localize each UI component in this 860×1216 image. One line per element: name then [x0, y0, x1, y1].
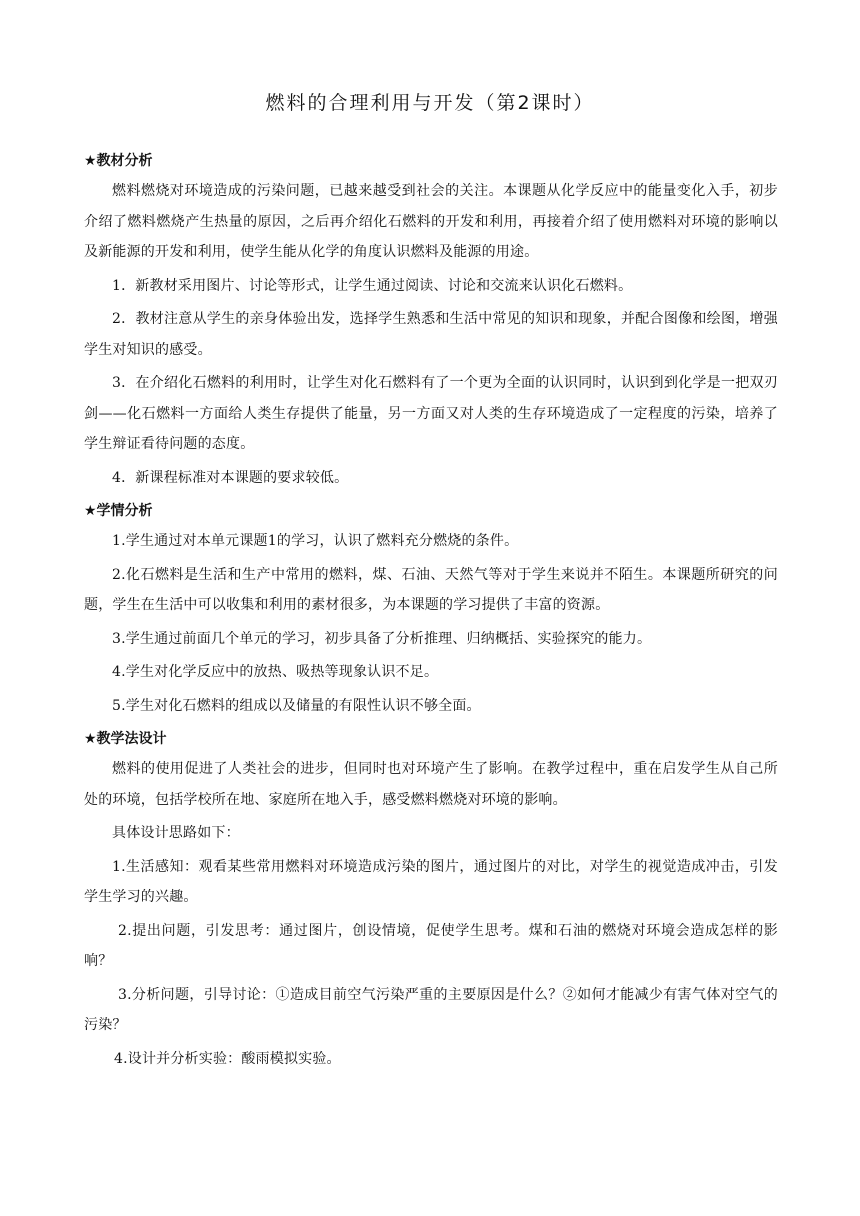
list-item: 1.生活感知：观看某些常用燃料对环境造成污染的图片，通过图片的对比，对学生的视觉造成冲击，引发学生学习的兴趣。 — [84, 858, 778, 905]
section-student-analysis — [84, 496, 778, 721]
list-item: 4．新课程标准对本课题的要求较低。 — [112, 469, 349, 486]
list-item: 4.学生对化学反应中的放热、吸热等现象认识不足。 — [112, 664, 439, 680]
document-body — [84, 146, 778, 1077]
list-item: 3.学生通过前面几个单元的学习，初步具备了分析推理、归纳概括、实验探究的能力。 — [112, 630, 652, 647]
list-item: 5.学生对化石燃料的组成以及储量的有限性认识不够全面。 — [112, 697, 481, 714]
list-item: 3．在介绍化石燃料的利用时，让学生对化石燃料有了一个更为全面的认识同时，认识到到化学是一把双刃剑——化石燃料一方面给人类生存提供了能量，另一方面又对人类的生存环境造成了一定程度的污染，培养了学生辩证看待问题的态度。 — [84, 375, 778, 452]
paragraph: 燃料的使用促进了人类社会的进步，但同时也对环境产生了影响。在教学过程中，重在启发学生从自己所处的环境，包括学校所在地、家庭所在地入手，感受燃料燃烧对环境的影响。 — [84, 761, 778, 808]
list-item: 2.化石燃料是生活和生产中常用的燃料，煤、石油、天然气等对于学生来说并不陌生。本课题所研究的问题，学生在生活中可以收集和利用的素材很多，为本课题的学习提供了丰富的资源。 — [84, 566, 778, 613]
page-title: 燃料的合理利用与开发（第2课时） — [265, 92, 595, 114]
paragraph: 具体设计思路如下： — [112, 825, 240, 841]
list-item: 2.提出问题，引发思考：通过图片，创设情境，促使学生思考。煤和石油的燃烧对环境会造成怎样的影响？ — [84, 922, 778, 969]
list-item: 3.分析问题，引导讨论：①造成目前空气污染严重的主要原因是什么？②如何才能减少有害气体对空气的污染？ — [84, 986, 778, 1033]
section-teaching-design — [84, 724, 778, 1074]
section-heading: ★教学法设计 — [84, 731, 167, 747]
list-item: 1．新教材采用图片、讨论等形式，让学生通过阅读、讨论和交流来认识化石燃料。 — [112, 277, 633, 294]
paragraph: 燃料燃烧对环境造成的污染问题，已越来越受到社会的关注。本课题从化学反应中的能量变化入手，初步介绍了燃料燃烧产生热量的原因，之后再介绍化石燃料的开发和利用，再接着介绍了使用燃料对环境的影响以及新能源的开发和利用，使学生能从化学的角度认识燃料及能源的用途。 — [84, 183, 778, 260]
list-item: 2．教材注意从学生的亲身体验出发，选择学生熟悉和生活中常见的知识和现象，并配合图像和绘图，增强学生对知识的感受。 — [84, 311, 778, 358]
section-heading: ★教材分析 — [84, 153, 153, 169]
section-textbook-analysis — [84, 146, 778, 493]
list-item: 1.学生通过对本单元课题1的学习，认识了燃料充分燃烧的条件。 — [112, 533, 519, 549]
section-heading: ★学情分析 — [84, 503, 153, 519]
list-item: 4.设计并分析实验：酸雨模拟实验。 — [114, 1050, 341, 1067]
